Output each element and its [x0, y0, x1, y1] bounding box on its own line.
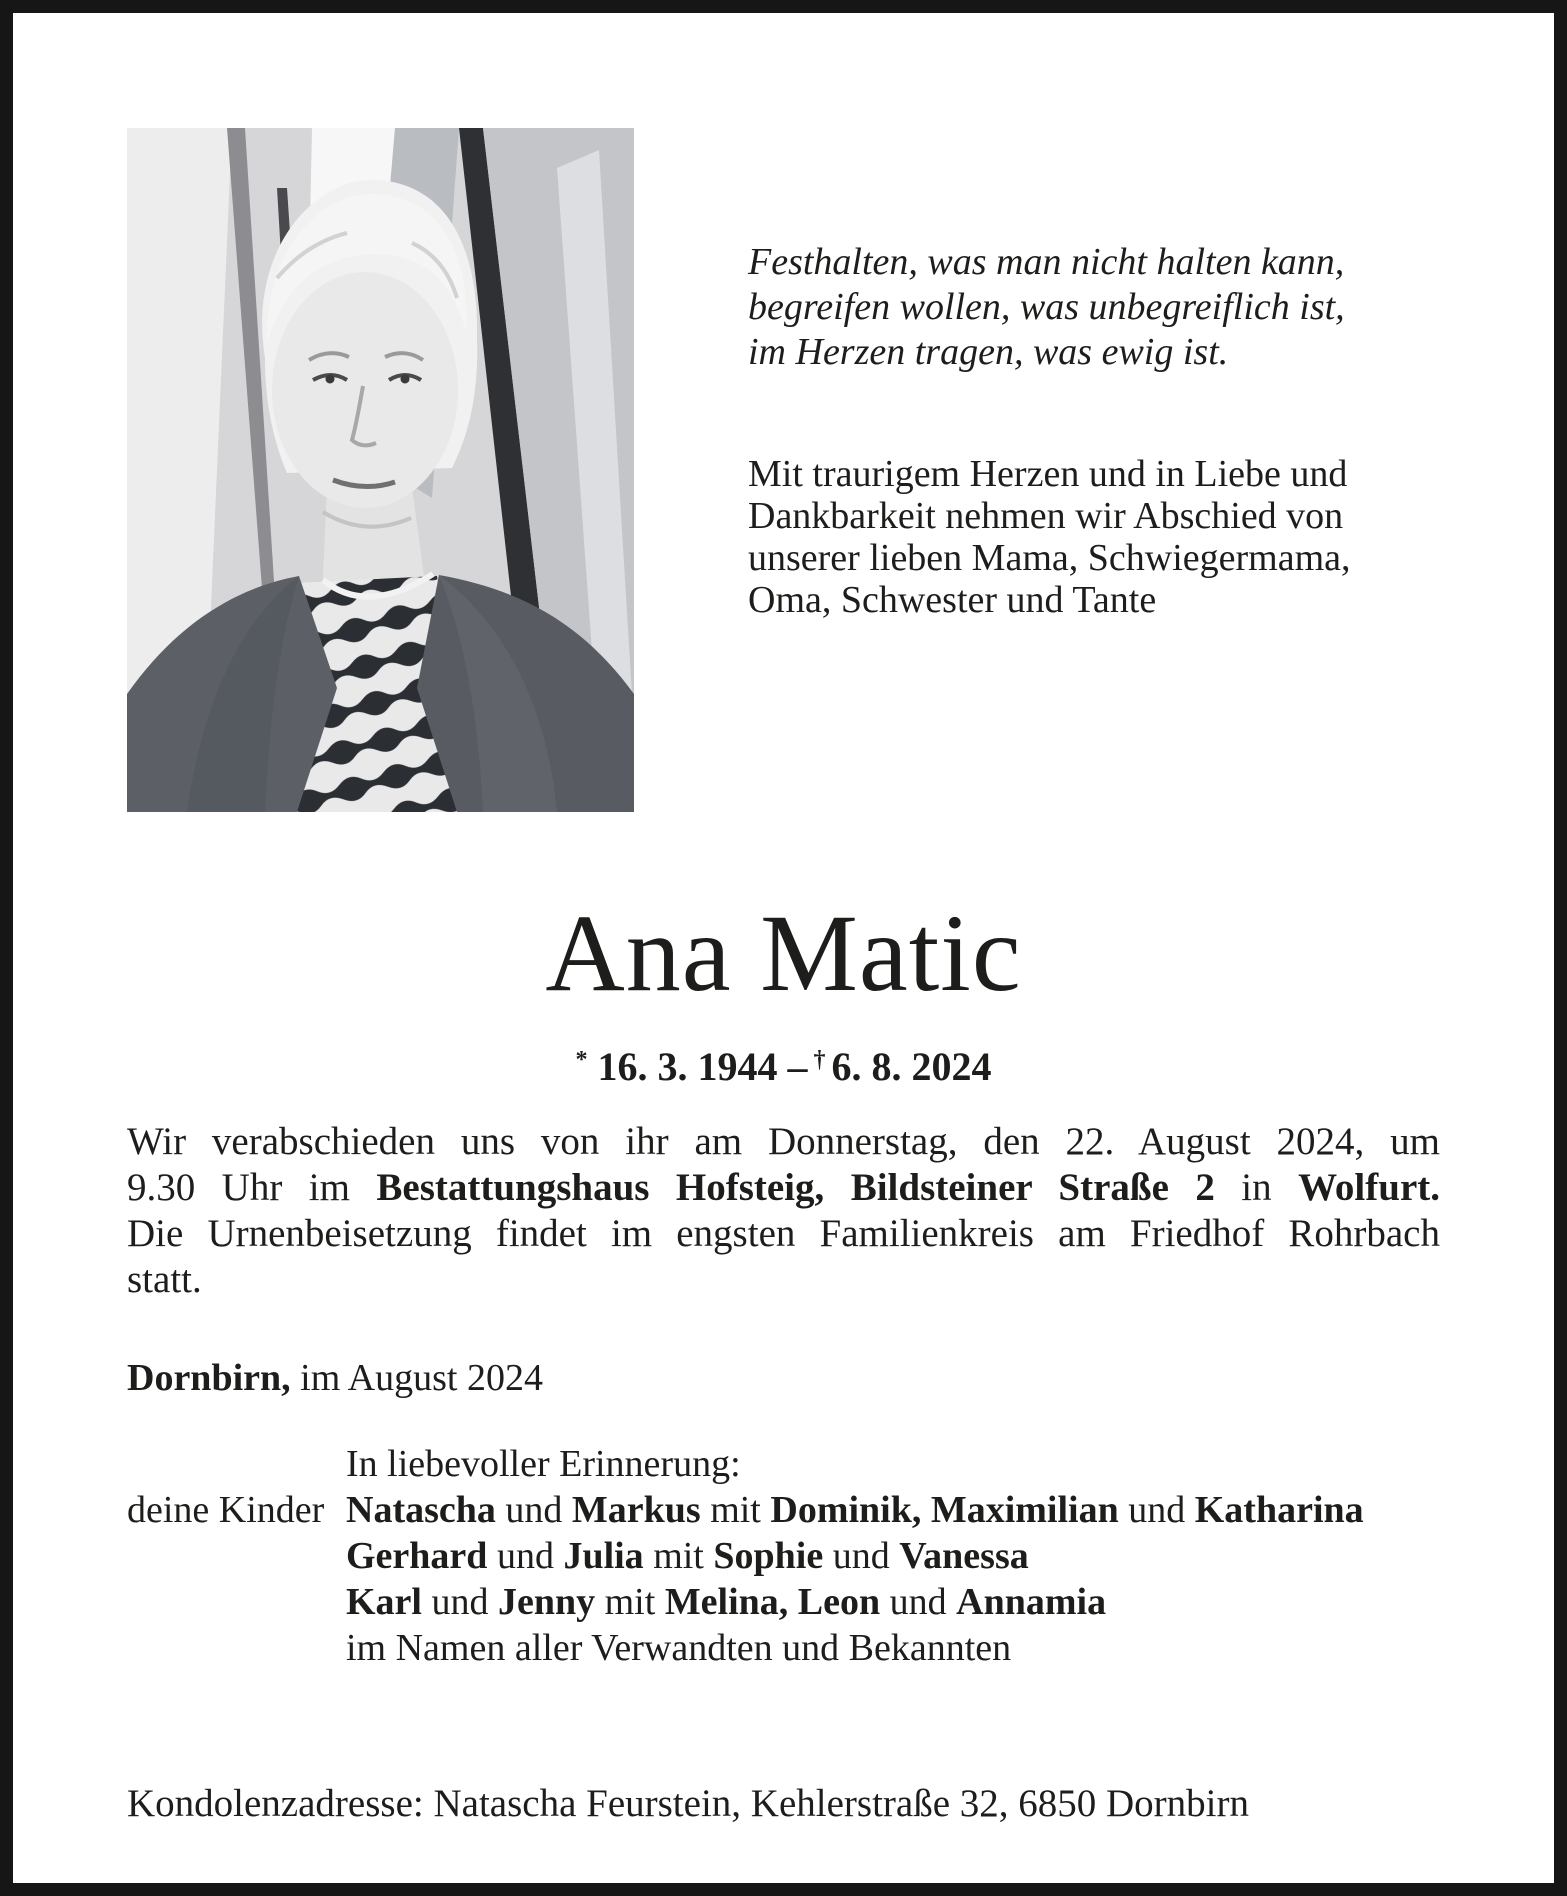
announcement-line: statt. — [127, 1258, 202, 1302]
family-line — [127, 1487, 1440, 1533]
death-date: 6. 8. 2024 — [831, 1044, 992, 1090]
quote-line: begreifen wollen, was unbegreiflich ist, — [748, 286, 1345, 328]
announcement-line: Die Urnenbeisetzung findet im engsten Familienkreis am Friedhof Rohrbach — [127, 1212, 1440, 1256]
quote-line: im Herzen tragen, was ewig ist. — [748, 331, 1229, 373]
right-column — [748, 128, 1440, 621]
funeral-announcement — [127, 1119, 1440, 1303]
condolence-address: Kondolenzadresse: Natascha Feurstein, Kehlerstraße 32, 6850 Dornbirn — [127, 1782, 1249, 1826]
farewell-intro — [748, 453, 1440, 621]
remembrance-section — [127, 1441, 1440, 1671]
intro-line: unserer lieben Mama, Schwiegermama, — [748, 537, 1351, 579]
announcement-line: Wir verabschieden uns von ihr am Donnerstag, den 22. August 2024, um — [127, 1120, 1440, 1164]
family-closing-line: im Namen aller Verwandten und Bekannten — [346, 1627, 1012, 1670]
death-cross-symbol: † — [813, 1047, 826, 1073]
announcement-line: 9.30 Uhr im Bestattungshaus Hofsteig, Bildsteiner Straße 2 in Wolfurt. — [127, 1166, 1440, 1210]
top-row — [127, 128, 1440, 812]
portrait-photo-graphic — [127, 128, 634, 812]
memorial-quote — [748, 240, 1440, 375]
birth-star-symbol: * — [575, 1047, 588, 1073]
intro-line: Dankbarkeit nehmen wir Abschied von — [748, 495, 1344, 537]
place-dateline: Dornbirn, im August 2024 — [127, 1357, 543, 1400]
quote-line: Festhalten, was man nicht halten kann, — [748, 241, 1345, 283]
deceased-name: Ana Matic — [545, 892, 1022, 1014]
portrait-photo — [127, 128, 634, 812]
intro-line: Mit traurigem Herzen und in Liebe und — [748, 453, 1348, 495]
intro-line: Oma, Schwester und Tante — [748, 579, 1157, 621]
remembrance-heading: In liebevoller Erinnerung: — [346, 1443, 741, 1486]
family-names: Natascha und Markus mit Dominik, Maximilian und Katharina — [346, 1489, 1364, 1532]
family-line: Gerhard und Julia mit Sophie und Vanessa — [346, 1535, 1029, 1578]
family-line: Karl und Jenny mit Melina, Leon und Annamia — [346, 1581, 1107, 1624]
children-label: deine Kinder — [127, 1489, 325, 1532]
dates-separator: – — [787, 1044, 808, 1090]
birth-date: 16. 3. 1944 — [597, 1044, 778, 1090]
life-dates — [127, 1034, 1440, 1093]
obituary-content — [13, 13, 1554, 1883]
